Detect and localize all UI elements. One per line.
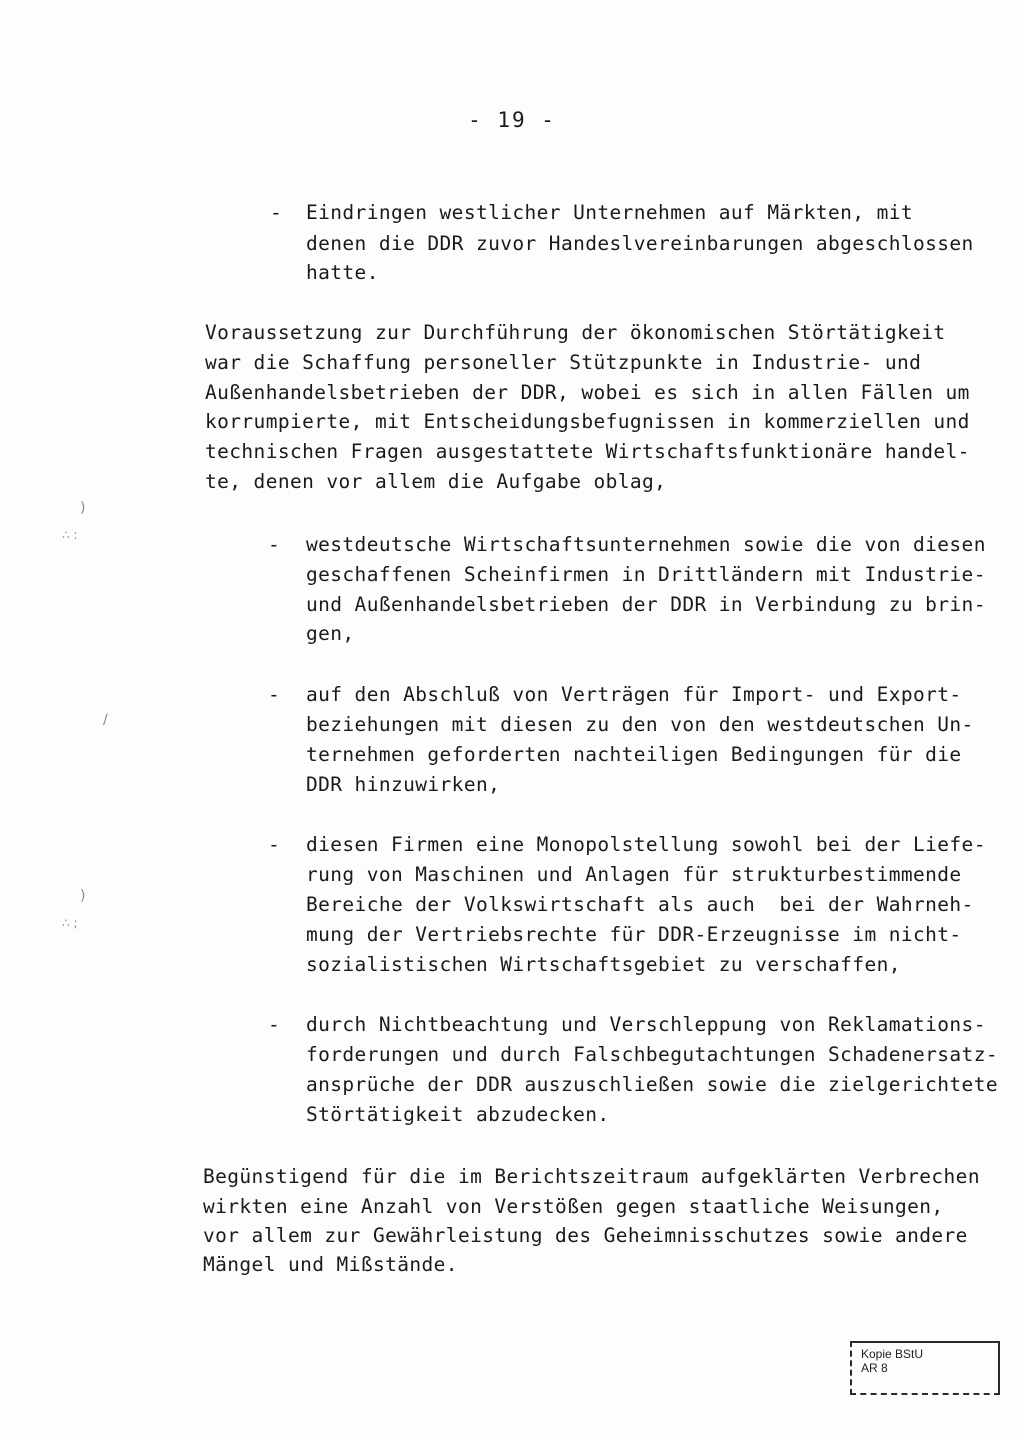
stamp-line: AR 8 [861, 1361, 888, 1375]
bullet-line: auf den Abschluß von Verträgen für Import- und Export- [306, 683, 962, 706]
bullet-dash: - [270, 201, 282, 224]
bullet-line: beziehungen mit diesen zu den von den westdeutschen Un- [306, 713, 974, 736]
bullet-line: diesen Firmen eine Monopolstellung sowohl bei der Liefe- [306, 833, 986, 856]
bullet-line: Störtätigkeit abzudecken. [306, 1103, 610, 1126]
bullet-dash: - [268, 533, 280, 556]
stamp-line: Kopie BStU [861, 1347, 924, 1361]
bullet-line: gen, [306, 622, 355, 645]
scan-artifact: ∴ : [62, 528, 78, 542]
archive-stamp [850, 1341, 1000, 1395]
bullet-line: rung von Maschinen und Anlagen für strukturbestimmende [306, 863, 962, 886]
bullet-line: ternehmen geforderten nachteiligen Bedingungen für die [306, 743, 962, 766]
paragraph-line: vor allem zur Gewährleistung des Geheimnisschutzes sowie andere [203, 1224, 968, 1247]
bullet-line: mung der Vertriebsrechte für DDR-Erzeugnisse im nicht- [306, 923, 962, 946]
bullet-line: forderungen und durch Falschbegutachtungen Schadenersatz- [306, 1043, 998, 1066]
bullet-line: geschaffenen Scheinfirmen in Drittländern mit Industrie- [306, 563, 986, 586]
bullet-dash: - [268, 683, 280, 706]
bullet-line: Eindringen westlicher Unternehmen auf Märkten, mit [306, 201, 913, 224]
paragraph-line: Außenhandelsbetrieben der DDR, wobei es sich in allen Fällen um [205, 381, 970, 404]
scan-artifact: ) [80, 500, 86, 516]
bullet-line: DDR hinzuwirken, [306, 773, 501, 796]
scan-artifact: ∴ ; [62, 916, 78, 930]
paragraph-line: war die Schaffung personeller Stützpunkte in Industrie- und [205, 351, 922, 374]
bullet-line: westdeutsche Wirtschaftsunternehmen sowie die von diesen [306, 533, 986, 556]
bullet-line: hatte. [306, 261, 379, 284]
scan-artifact: ) [80, 888, 86, 904]
paragraph-line: te, denen vor allem die Aufgabe oblag, [205, 470, 667, 493]
paragraph-line: wirkten eine Anzahl von Verstößen gegen staatliche Weisungen, [203, 1195, 944, 1218]
bullet-line: ansprüche der DDR auszuschließen sowie die zielgerichtete [306, 1073, 998, 1096]
paragraph-line: Begünstigend für die im Berichtszeitraum aufgeklärten Verbrechen [203, 1165, 980, 1188]
page-number: - 19 - [468, 108, 556, 132]
scan-artifact: / [103, 712, 108, 728]
paragraph-line: korrumpierte, mit Entscheidungsbefugnissen in kommerziellen und [205, 410, 970, 433]
bullet-line: und Außenhandelsbetrieben der DDR in Verbindung zu brin- [306, 593, 986, 616]
bullet-dash: - [268, 833, 280, 856]
bullet-line: sozialistischen Wirtschaftsgebiet zu verschaffen, [306, 953, 901, 976]
paragraph-line: Voraussetzung zur Durchführung der ökonomischen Störtätigkeit [205, 321, 946, 344]
bullet-line: durch Nichtbeachtung und Verschleppung von Reklamations- [306, 1013, 986, 1036]
bullet-line: Bereiche der Volkswirtschaft als auch bei der Wahrneh- [306, 893, 974, 916]
paragraph-line: technischen Fragen ausgestattete Wirtschaftsfunktionäre handel- [205, 440, 970, 463]
bullet-line: denen die DDR zuvor Handeslvereinbarungen abgeschlossen [306, 232, 974, 255]
bullet-dash: - [268, 1013, 280, 1036]
paragraph-line: Mängel und Mißstände. [203, 1253, 458, 1276]
